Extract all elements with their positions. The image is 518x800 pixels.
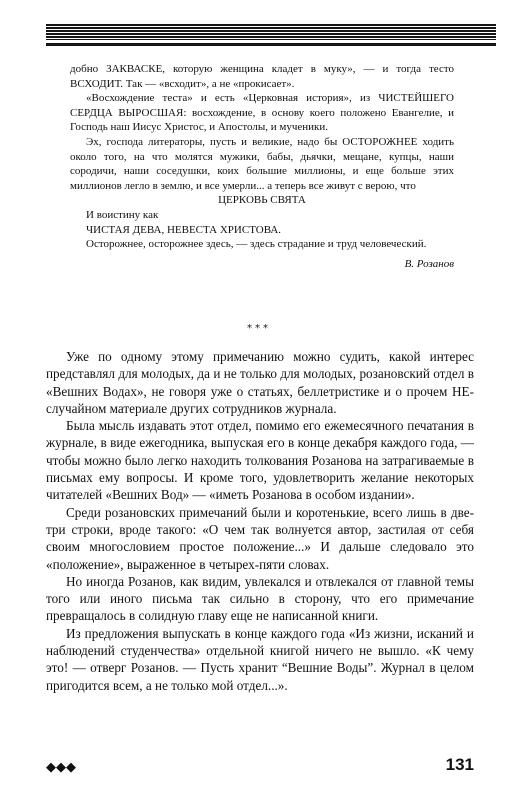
quote-line-6: ЧИСТАЯ ДЕВА, НЕВЕСТА ХРИСТОВА. [86,223,282,236]
quote-line-7: Осторожнее, осторожнее здесь, — здесь страдание и труд человеческий. [86,238,427,251]
header-rule-band [46,24,496,40]
quote-line-3: Эх, господа литераторы, пусть и великие, надо бы ОСТОРОЖНЕЕ ходить около того, на что молятся мужики, бабы, дьячки, мещане, купцы, наши сородичи, наши соседушки, коих большие миллионы, и еще больше этих миллионов легло в землю, и все умерли... а теперь все живут с верою, что [70,135,454,192]
body-paragraph-4: Но иногда Розанов, как видим, увлекался и отвлекался от главной темы того или иного письма так сильно в сторону, что его примечание превращалось в солидную главу еще не написанной книги. [46,573,474,624]
header-rule-line [46,43,496,46]
quote-line-1: добно ЗАКВАСКЕ, которую женщина кладет в муку», — и тогда тесто ВСХОДИТ. Так — «всходит», а не «прокисает». [70,63,454,90]
body-text [46,348,474,694]
quote-emphasis-church: ЦЕРКОВЬ СВЯТА [218,194,306,207]
quote-signature: В. Розанов [404,257,454,270]
page-number: 131 [445,755,474,774]
quoted-note [70,62,454,271]
section-separator: *** [247,323,271,334]
body-paragraph-1: Уже по одному этому примечанию можно судить, какой интерес представлял для молодых, да и не только для молодых, розановский отдел в «Вешних Водах», не говоря уже о статьях, беллетристике и о прочем НЕ-случайном материале других сотрудников журнала. [46,349,474,416]
footer-diamond-icon: ◆◆◆ [46,760,76,775]
body-paragraph-3: Среди розановских примечаний были и коротенькие, всего лишь в две-три строки, вроде такого: «О чем так волнуется автор, застилая от себя своим многословием простое положение...» И дальше следовало это «положение», выраженное в четырех-пяти словах. [46,504,474,572]
quote-line-5: И воистину как [86,208,159,221]
body-paragraph-5: Из предложения выпускать в конце каждого года «Из жизни, исканий и наблюдений студенчества» отдельной книгой ничего не вышло. «К чему это! — отверг Розанов. — Пусть хранит “Вешние Воды”. Журнал в целом пригодится всем, а не только мой отдел...». [46,625,474,693]
quote-line-2: «Восхождение теста» и есть «Церковная история», из ЧИСТЕЙШЕГО СЕРДЦА ВЫРОСШАЯ: восхождение, в основу коего положено Евангелие, и Господь наш Иисус Христос, и Апостолы, и мученики. [70,92,454,134]
body-paragraph-2: Была мысль издавать этот отдел, помимо его ежемесячного печатания в журнале, в виде ежегодника, выпуская его в конце декабря каждого года, — чтобы можно было легко находить толкования Розанова на затрагиваемые в письмах ему вопросы. И кроме того, удовлетворить желание некоторых читателей «Вешних Вод» — «иметь Розанова в особом издании». [46,418,474,503]
